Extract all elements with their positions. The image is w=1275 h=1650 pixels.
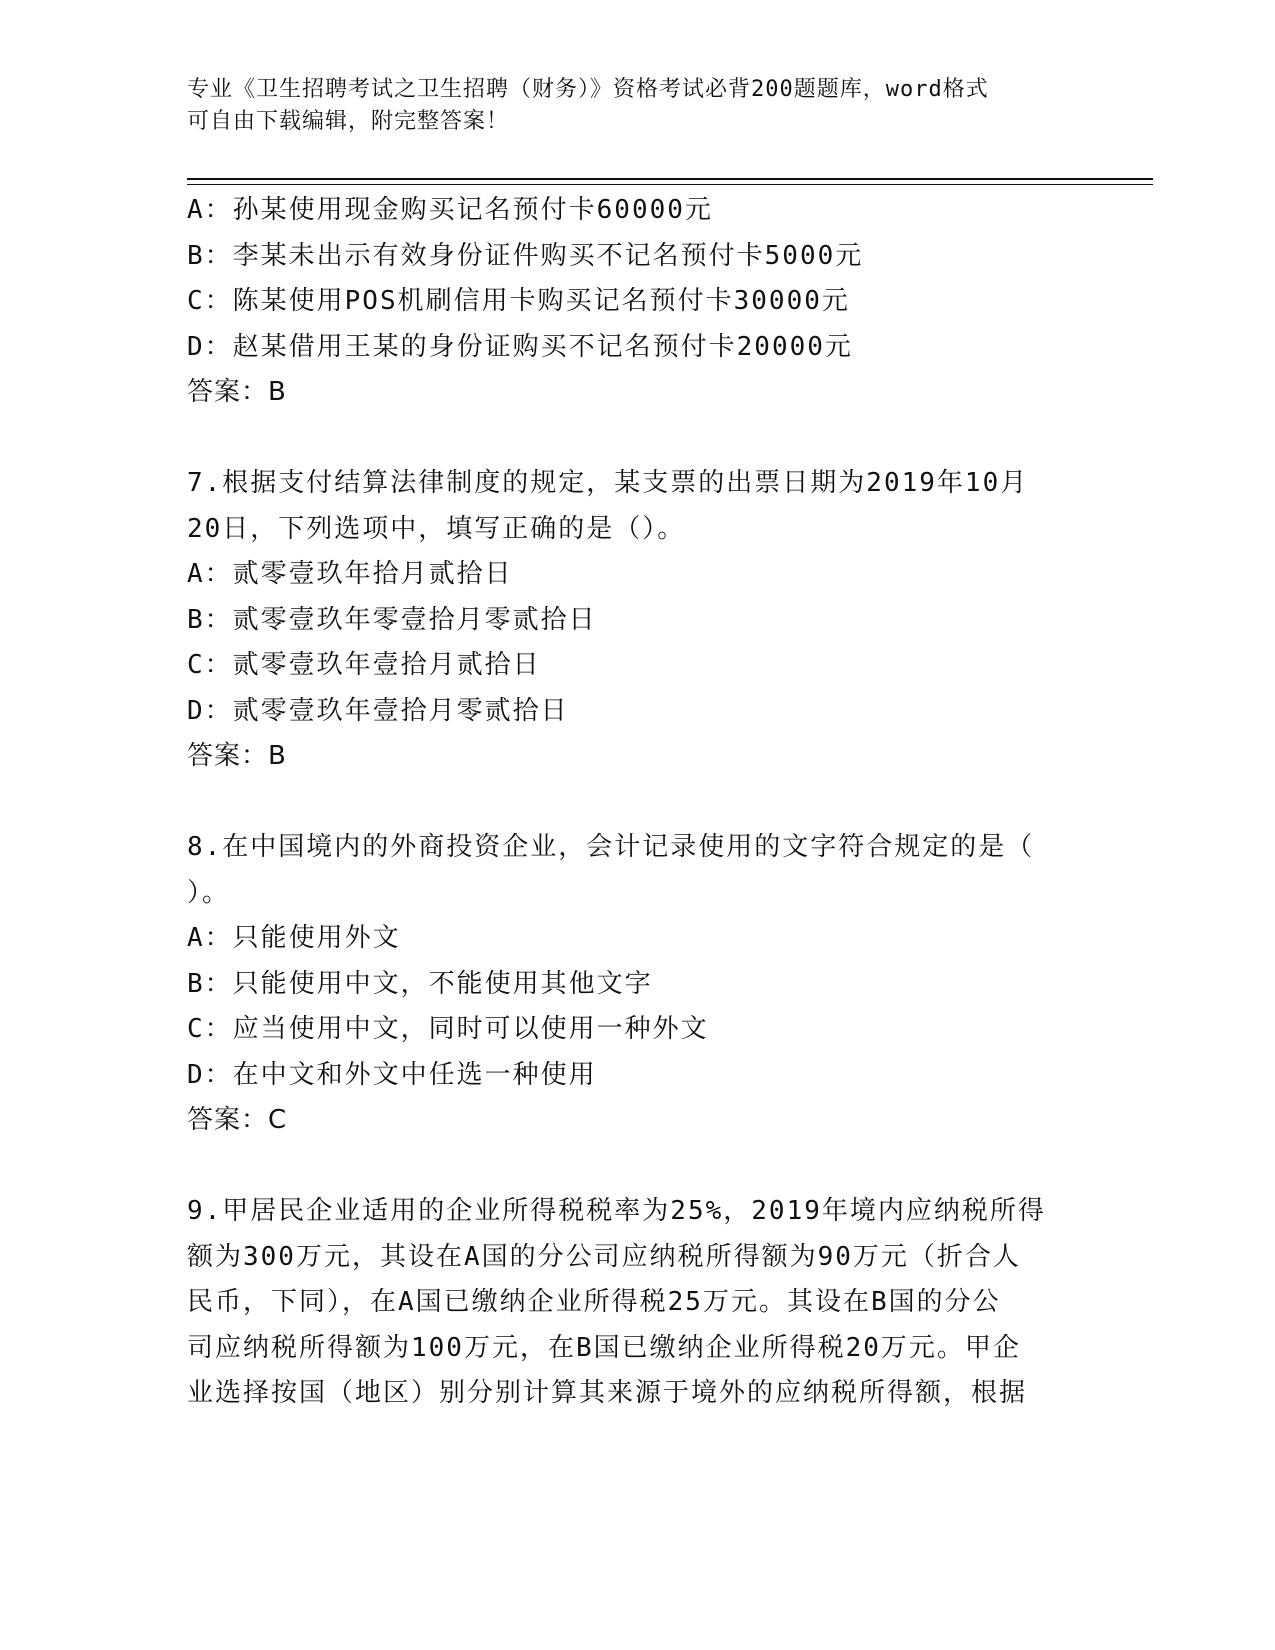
answer-line: 答案：B <box>187 741 287 771</box>
document-body <box>187 188 1067 1417</box>
spacer <box>187 1144 1067 1190</box>
question-6 <box>187 188 1067 416</box>
question-7 <box>187 461 1067 780</box>
option-d: D：贰零壹玖年壹拾月零贰拾日 <box>187 695 569 726</box>
question-stem-line: ）。 <box>187 877 231 908</box>
spacer <box>187 780 1067 826</box>
option-a: A：贰零壹玖年拾月贰拾日 <box>187 559 513 589</box>
question-stem-line: 9.甲居民企业适用的企业所得税税率为25%，2019年境内应纳税所得 <box>187 1196 1046 1226</box>
document-header <box>187 74 1067 138</box>
option-c: C：应当使用中文，同时可以使用一种外文 <box>187 1014 709 1044</box>
option-b: B：贰零壹玖年零壹拾月零贰拾日 <box>187 604 597 635</box>
answer-line: 答案：C <box>187 1105 288 1135</box>
question-stem-line: 8.在中国境内的外商投资企业，会计记录使用的文字符合规定的是（ <box>187 832 1035 862</box>
question-9 <box>187 1189 1067 1417</box>
header-divider-thin <box>187 184 1153 185</box>
question-stem-line: 额为300万元，其设在A国的分公司应纳税所得额为90万元（折合人 <box>187 1241 1021 1272</box>
question-stem-line: 司应纳税所得额为100万元，在B国已缴纳企业所得税20万元。甲企 <box>187 1332 1021 1363</box>
option-a: A：只能使用外文 <box>187 923 401 953</box>
question-stem-line: 民币，下同），在A国已缴纳企业所得税25万元。其设在B国的分公 <box>187 1287 1001 1317</box>
option-a: A：孙某使用现金购买记名预付卡60000元 <box>187 195 713 225</box>
question-stem-line: 20日，下列选项中，填写正确的是（）。 <box>187 513 686 544</box>
option-b: B：只能使用中文，不能使用其他文字 <box>187 968 653 999</box>
option-d: D：在中文和外文中任选一种使用 <box>187 1059 597 1090</box>
spacer <box>187 416 1067 462</box>
question-stem-line: 7.根据支付结算法律制度的规定，某支票的出票日期为2019年10月 <box>187 468 1029 498</box>
option-b: B：李某未出示有效身份证件购买不记名预付卡5000元 <box>187 240 864 271</box>
header-line-1: 专业《卫生招聘考试之卫生招聘（财务）》资格考试必背200题题库，word格式 <box>187 77 989 102</box>
question-8 <box>187 825 1067 1144</box>
header-divider-thick <box>187 178 1153 180</box>
question-stem-line: 业选择按国（地区）别分别计算其来源于境外的应纳税所得额，根据 <box>187 1378 1028 1408</box>
answer-line: 答案：B <box>187 377 287 407</box>
option-c: C：贰零壹玖年壹拾月贰拾日 <box>187 650 541 680</box>
option-d: D：赵某借用王某的身份证购买不记名预付卡20000元 <box>187 331 853 362</box>
header-line-2: 可自由下载编辑，附完整答案！ <box>187 109 510 134</box>
option-c: C：陈某使用POS机刷信用卡购买记名预付卡30000元 <box>187 286 850 316</box>
